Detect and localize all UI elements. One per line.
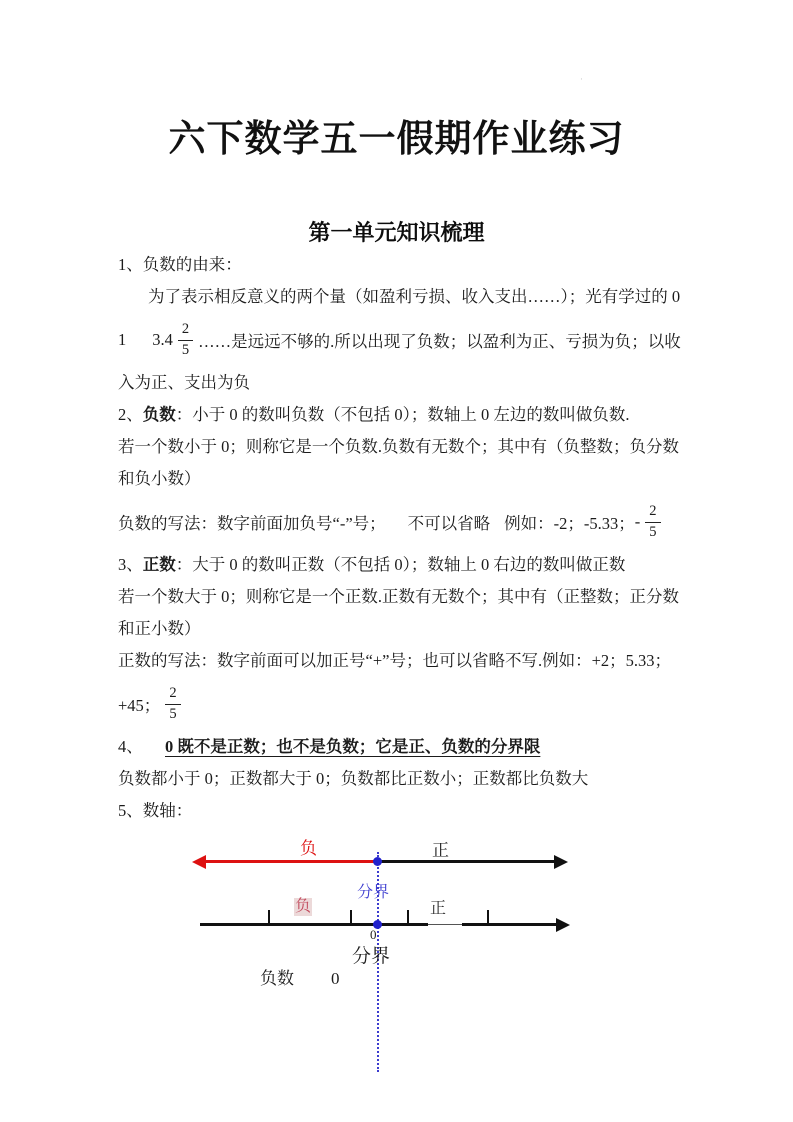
body-text [118,249,684,827]
axis2-tick [487,910,489,924]
item1-line1: 为了表示相反意义的两个量（如盈利亏损、收入支出……）；光有学过的 0 [148,287,681,306]
zero-boundary-rule: 0 既不是正数；也不是负数；它是正、负数的分界限 [165,737,541,756]
boundary-label-black: 分界 [352,946,391,967]
fraction-denominator: 5 [165,704,180,722]
positive-writing-examples [118,677,684,731]
axis1-positive-segment [378,860,556,863]
axis2-tick [350,910,352,924]
axis1-right-arrowhead-icon [554,855,568,869]
item2-rest: ：小于 0 的数叫负数（不包括 0）；数轴上 0 左边的数叫做负数. [175,405,630,424]
minus-sign: - [634,512,641,531]
axis2-line-thin-segment [428,924,462,925]
axis2-line-right [462,923,558,926]
fraction-denominator: 5 [645,522,660,540]
axis1-left-arrowhead-icon [192,855,206,869]
comparison-rule: 负数都小于 0；正数都大于 0；负数都比正数小；正数都比负数大 [118,769,589,788]
axis1-positive-label: 正 [432,841,449,860]
item2-term: 负数 [142,405,176,424]
item3-term: 正数 [142,555,176,574]
item2-definition [118,399,684,431]
axis1-negative-segment [204,860,378,863]
axis2-positive-label: 正 [430,900,447,917]
section-heading: 第一单元知识梳理 [308,220,485,245]
negative-writing-examples: 例如：-2；-5.33； [504,514,635,533]
fraction-two-fifths [165,686,180,721]
fraction-denominator: 5 [178,340,193,358]
item3-number: 3、 [118,555,143,574]
axis2-tick [268,910,270,924]
fraction-numerator: 2 [169,685,177,702]
item2-number: 2、 [118,405,143,424]
fraction-numerator: 2 [649,503,657,520]
axis2-zero-tick-label: 0 [370,927,377,942]
negative-writing-rule [118,495,684,549]
item3-line3: 和正小数） [118,619,201,638]
item1-label: 1、负数的由来： [118,255,242,274]
boundary-label-blue: 分界 [357,884,390,901]
item1-line2 [118,313,684,367]
page-title: 六下数学五一假期作业练习 [168,119,625,160]
negative-numbers-text: 负数 [260,969,294,988]
item2-line3: 和负小数） [118,469,201,488]
item1-line2-rest: ……是远远不够的.所以出现了负数；以盈利为正、亏损为负；以收 [198,332,681,351]
negative-writing-mid: 不可以省略 [407,514,491,533]
item5-label: 5、数轴： [118,801,193,820]
item3-definition [118,549,684,581]
item2-line2: 若一个数小于 0；则称它是一个负数.负数有无数个；其中有（负整数；负分数 [118,437,679,456]
axis1-negative-label: 负 [300,839,317,858]
axis2-tick [407,910,409,924]
axis1-origin-dot [373,857,382,866]
item4-number: 4、 [118,737,143,756]
axis2-negative-label: 负 [295,898,312,915]
axis2-right-arrowhead-icon [556,918,570,932]
item3-line2: 若一个数大于 0；则称它是一个正数.正数有无数个；其中有（正整数；正分数 [118,587,679,606]
item1-line3: 入为正、支出为负 [118,373,250,392]
negative-writing-prefix: 负数的写法：数字前面加负号“-”号； [118,514,386,533]
fraction-two-fifths [178,322,193,357]
positive-example-prefix: +45； [118,696,161,715]
item1-line2-number: 3.4 [152,330,173,349]
item4-keypoint [118,731,684,763]
number-line-diagram [0,840,793,1080]
item3-rest: ：大于 0 的数叫正数（不包括 0）；数轴上 0 右边的数叫做正数 [175,555,626,574]
fraction-numerator: 2 [181,321,190,338]
faint-page-artifact: · [580,75,583,85]
positive-writing-rule: 正数的写法：数字前面可以加正号“+”号；也可以省略不写.例如：+2；5.33； [118,651,672,670]
axis2-line-left [200,923,428,926]
zero-text: 0 [331,969,340,988]
fraction-negative-two-fifths [645,504,660,539]
item1-line2-prefix: 1 [118,330,127,349]
